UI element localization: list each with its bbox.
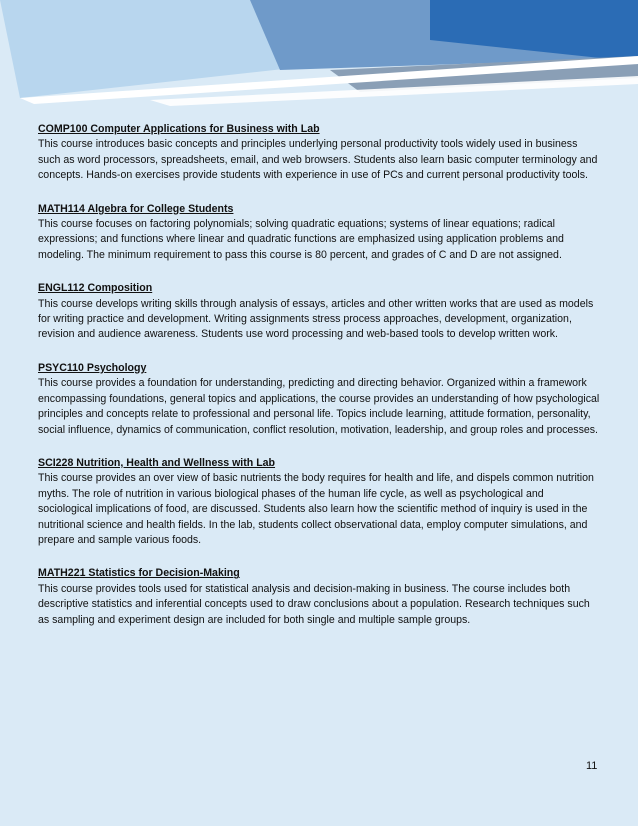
course-description: This course develops writing skills through analysis of essays, articles and other written works that are used as models for writing practice and development. Writing assignments stress process approaches, development, organization, revision and audience awareness. Students use word processing and web-based tools to develop written work. — [38, 297, 594, 341]
course-title: PSYC110 Psychology — [38, 361, 147, 374]
course-entry-math114 — [38, 202, 600, 264]
course-title: SCI228 Nutrition, Health and Wellness with Lab — [38, 456, 276, 469]
course-entry-psyc110 — [38, 361, 600, 438]
course-entry-sci228 — [38, 456, 600, 548]
course-description: This course provides tools used for statistical analysis and decision-making in business. The course includes both descriptive statistics and inferential concepts used to draw conclusions about a population. Research techniques such as sampling and experiment design are included for both single and multiple sample groups. — [38, 582, 590, 626]
course-title: MATH221 Statistics for Decision-Making — [38, 567, 240, 580]
course-title: ENGL112 Composition — [38, 282, 153, 295]
course-title: COMP100 Computer Applications for Business with Lab — [38, 123, 320, 135]
course-description: This course provides an over view of basic nutrients the body requires for health and life, and dispels common nutrition myths. The role of nutrition in various biological phases of the human life cycle, as well as psychological and sociological implications of food, are discussed. Students also learn how the scientific method of inquiry is used in the nutritional science and health fields. In the lab, students collect observational data, employ computer simulations, and prepare and sample various foods. — [38, 472, 594, 546]
course-title: MATH114 Algebra for College Students — [38, 202, 234, 215]
course-entry-math221 — [38, 566, 600, 628]
course-description: This course provides a foundation for understanding, predicting and directing behavior. Organized within a framework encompassing foundations, general topics and applications, the course provides an understanding of how psychological principles and concepts relate to professional and personal life. Topics include learning, attitude formation, personality, social influence, dynamics of communication, conflict resolution, motivation, leadership, and group roles and processes. — [38, 377, 600, 436]
course-list — [38, 122, 600, 646]
page-number: 11 — [586, 760, 598, 772]
course-entry-engl112 — [38, 281, 600, 343]
course-description: This course introduces basic concepts and principles underlying personal productivity tools widely used in business such as word processors, spreadsheets, email, and web browsers. Students also learn basic computer terminology and concepts. Hands-on exercises provide students with experience in use of PCs and current personal productivity tools. — [38, 138, 598, 182]
header-banner — [0, 0, 638, 110]
course-description: This course focuses on factoring polynomials; solving quadratic equations; systems of linear equations; radical expressions; and functions where linear and quadratic functions are emphasized using application problems and modeling. The minimum requirement to pass this course is 80 percent, and grades of C and D are not assigned. — [38, 218, 564, 261]
course-entry-comp100 — [38, 122, 600, 184]
